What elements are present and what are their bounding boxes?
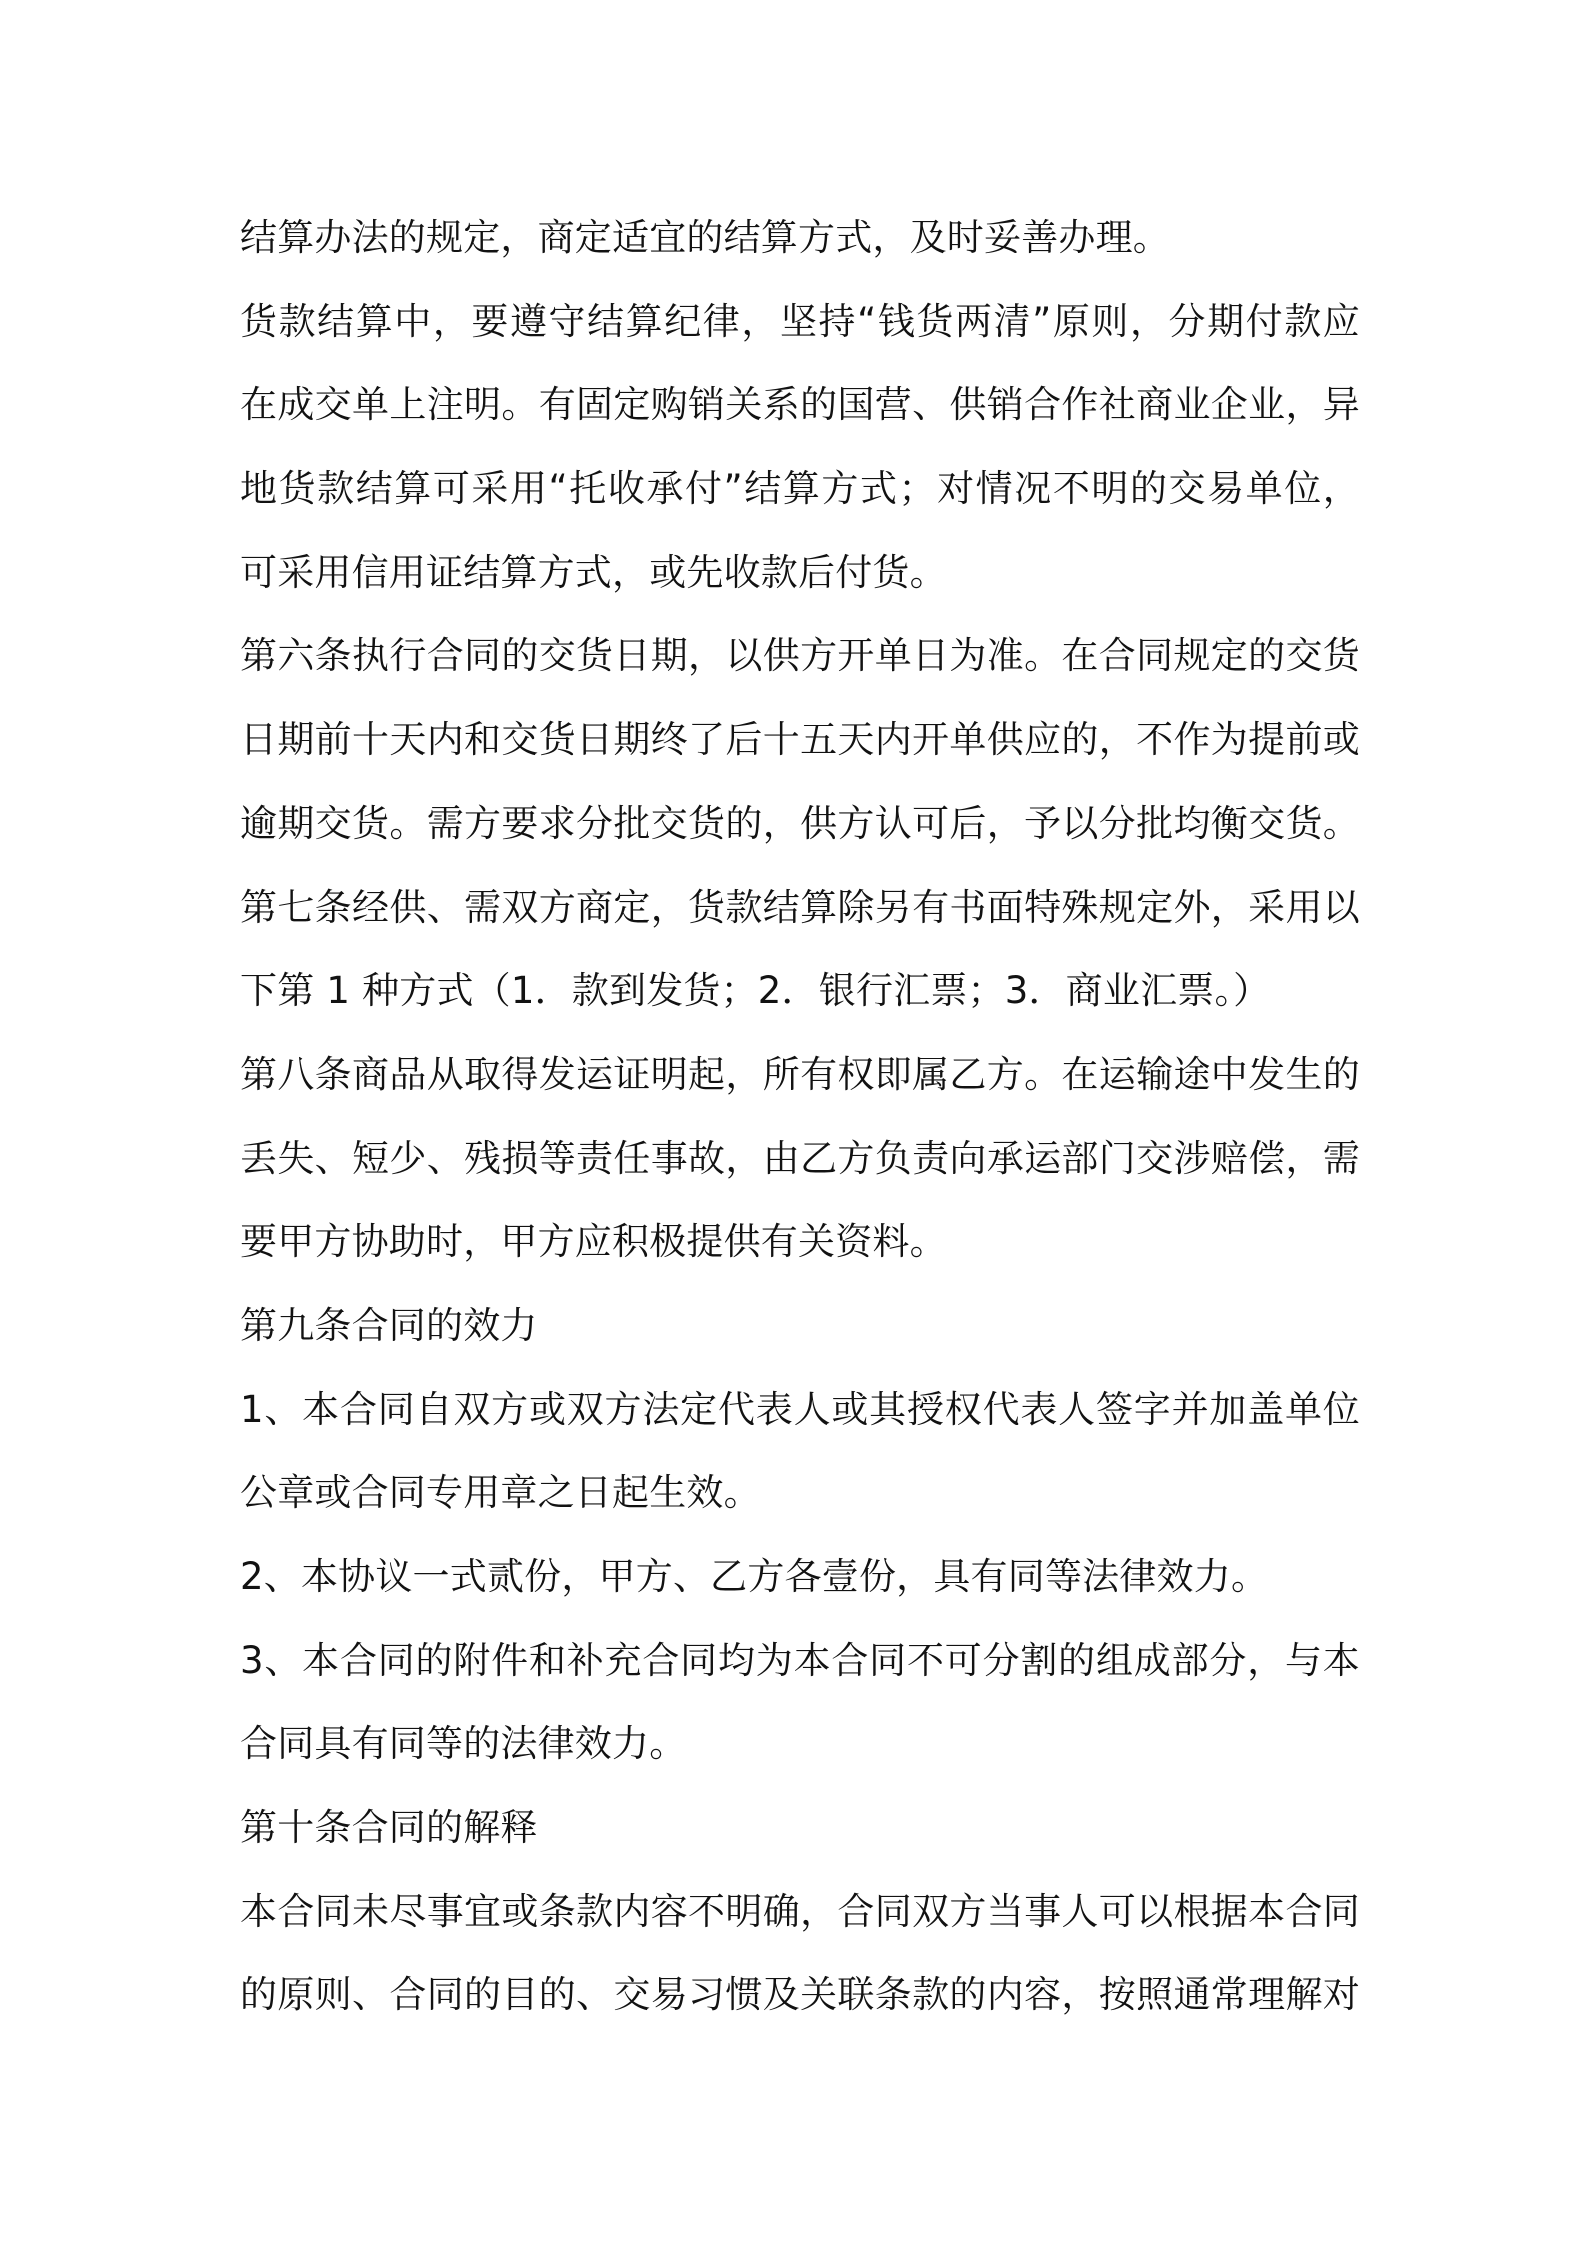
text-line: 第六条执行合同的交货日期，以供方开单日为准。在合同规定的交货 [240,634,1360,678]
text-line: 丢失、短少、残损等责任事故，由乙方负责向承运部门交涉赔偿，需 [240,1136,1360,1180]
text-line: 第八条商品从取得发运证明起，所有权即属乙方。在运输途中发生的 [240,1052,1360,1096]
section-heading: 第十条合同的解释 [240,1806,538,1850]
text-line: 结算办法的规定，商定适宜的结算方式，及时妥善办理。 [240,216,1170,259]
text-line: 货款结算中，要遵守结算纪律，坚持“钱货两清”原则，分期付款应 [240,299,1360,343]
text-line: 的原则、合同的目的、交易习惯及关联条款的内容，按照通常理解对 [240,1973,1360,2017]
text-line: 1、本合同自双方或双方法定代表人或其授权代表人签字并加盖单位 [240,1387,1360,1431]
text-line: 逾期交货。需方要求分批交货的，供方认可后，予以分批均衡交货。 [240,801,1360,845]
text-line: 日期前十天内和交货日期终了后十五天内开单供应的，不作为提前或 [240,718,1360,762]
text-line: 2、本协议一式贰份，甲方、乙方各壹份，具有同等法律效力。 [240,1555,1269,1598]
text-line: 在成交单上注明。有固定购销关系的国营、供销合作社商业企业，异 [240,383,1360,427]
text-line: 公章或合同专用章之日起生效。 [240,1471,761,1515]
text-line: 下第 1 种方式（1．款到发货；2．银行汇票；3．商业汇票。） [240,969,1271,1013]
text-line: 本合同未尽事宜或条款内容不明确，合同双方当事人可以根据本合同 [240,1889,1360,1933]
text-line: 第七条经供、需双方商定，货款结算除另有书面特殊规定外，采用以 [240,885,1360,929]
section-heading: 第九条合同的效力 [240,1303,538,1347]
text-line: 要甲方协助时，甲方应积极提供有关资料。 [240,1220,947,1264]
text-line: 合同具有同等的法律效力。 [240,1722,687,1766]
text-line: 地货款结算可采用“托收承付”结算方式；对情况不明的交易单位， [240,467,1360,511]
text-line: 3、本合同的附件和补充合同均为本合同不可分割的组成部分，与本 [240,1638,1360,1682]
text-line: 可采用信用证结算方式，或先收款后付货。 [240,550,947,594]
contract-text-body [240,196,1360,2037]
